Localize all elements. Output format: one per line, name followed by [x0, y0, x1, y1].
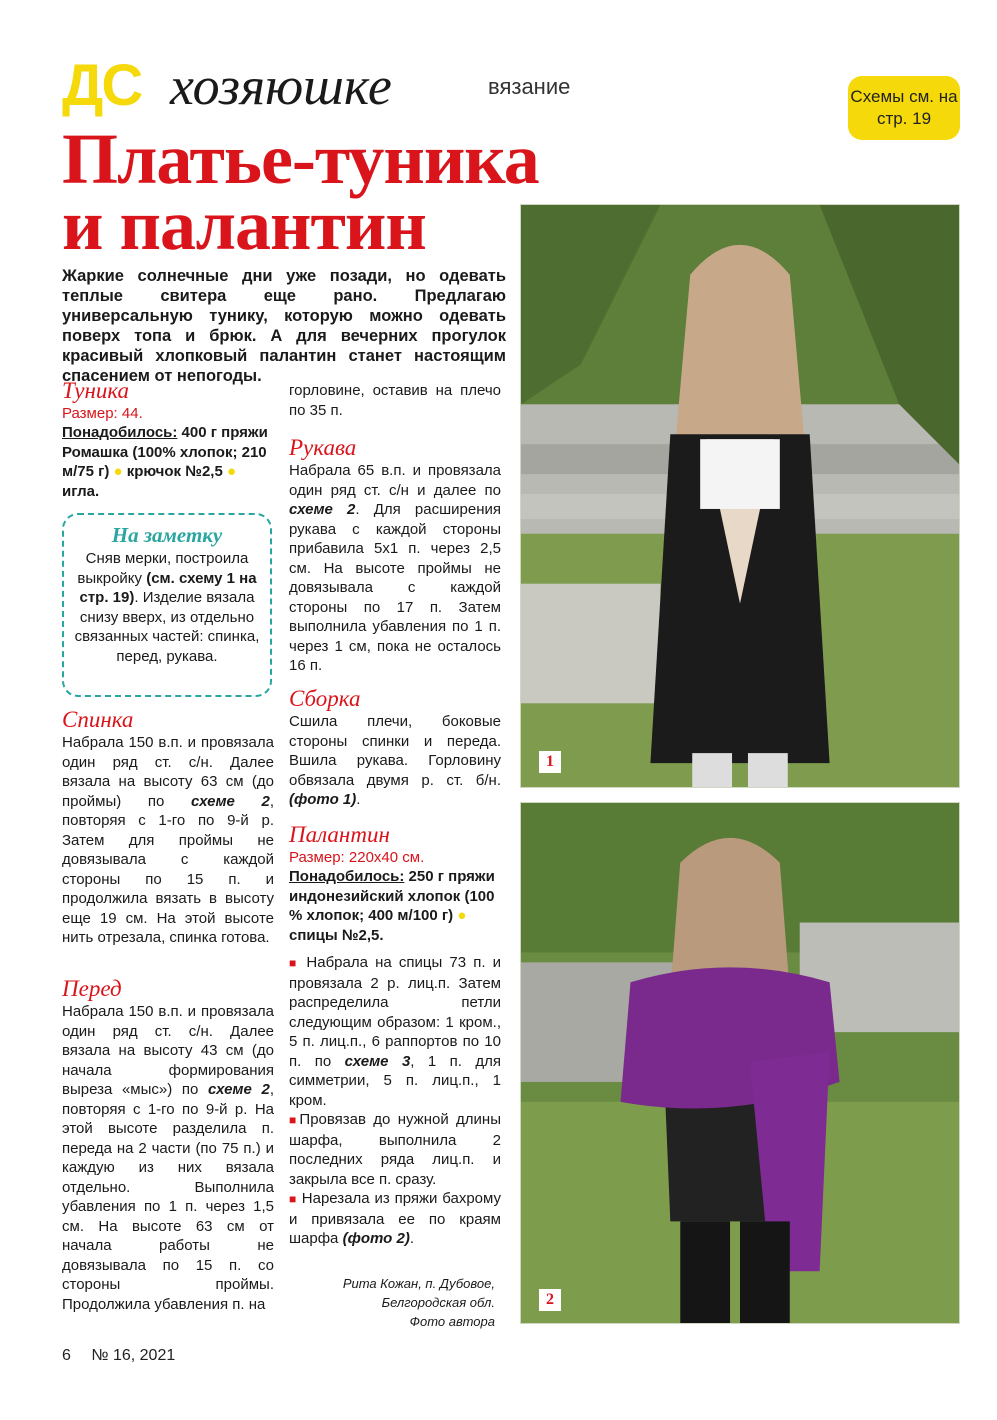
issue-number: № 16, 2021: [91, 1347, 176, 1364]
photo-stole-illustration: [521, 803, 959, 1323]
sleeves-heading: Рукава: [289, 435, 357, 460]
front-section: [62, 976, 274, 1314]
page-number: 6: [62, 1347, 71, 1364]
sleeves-scheme-ref: схеме 2: [289, 501, 356, 518]
section-title: хозяюшке: [170, 56, 392, 116]
back-heading: Спинка: [62, 707, 134, 732]
scheme-badge: Схемы см. на стр. 19: [848, 76, 960, 140]
front-scheme-ref: схеме 2: [207, 1081, 270, 1098]
tunic-tool-1: крючок №2,5: [126, 463, 223, 480]
stole-heading: Палантин: [289, 822, 390, 847]
bullet-icon: ●: [457, 907, 467, 924]
page-folio: [62, 1346, 175, 1366]
bullet-icon: ●: [226, 463, 237, 480]
stole-step-3: ■ Нарезала из пряжи бахрому и привязала ее по краям шарфа (фото 2).: [289, 1190, 501, 1247]
stole-needed-label: Понадобилось:: [289, 868, 405, 885]
assembly-photo-ref: (фото 1): [289, 791, 357, 808]
stole-tool-1: спицы №2,5.: [289, 926, 384, 944]
back-text: Набрала 150 в.п. и провязала один ряд ст. с/н. Далее вязала на высоту 63 см (до проймы) по схеме 2, повторяя с 1-го по 9-й р. Затем для проймы не довязывала с каждой стороны по 15 п. и продолжила вязать в высоту еще 19 см. На этой высоте нить отрезала, спинка готова.: [62, 734, 275, 946]
stole-needed-text: 250 г пряжи индонезийский хлопок (100 % хлопок; 400 м/100 г): [289, 868, 495, 924]
stole-photo-ref: (фото 2): [342, 1230, 410, 1247]
stole-step-2: ■Провязав до нужной длины шарфа, выполнила 2 последних ряда лиц.п. и закрыла все п. сразу.: [289, 1111, 501, 1188]
front-continued: горловине, оставив на плечо по 35 п.: [289, 382, 501, 419]
tunic-needed-label: Понадобилось:: [62, 424, 178, 441]
sleeves-text: Набрала 65 в.п. и провязала один ряд ст. с/н и далее по схеме 2. Для расширения рукава с каждой стороны прибавила 5х1 п. через 2,5 см. На высоте проймы не довязывала с каждой стороны по 17 п. Затем выполнила убавления по 1 п. через 1 см, пока не осталось 16 п.: [289, 462, 501, 674]
photo-tunic: [520, 204, 960, 788]
photo-tunic-illustration: [521, 205, 959, 787]
front-heading: Перед: [62, 976, 122, 1001]
bullet-icon: ●: [113, 463, 123, 480]
sleeves-section: [289, 435, 501, 676]
tunic-materials: [62, 423, 274, 501]
note-title: На заметку: [111, 523, 223, 547]
title-line-2: и палантин: [62, 185, 426, 265]
category-label: вязание: [488, 74, 571, 99]
credits-region: Белгородская обл.: [381, 1295, 495, 1310]
square-bullet-icon: ■: [289, 956, 300, 970]
front-text: Набрала 150 в.п. и провязала один ряд ст. с/н. Далее вязала на высоту 43 см (до начала формирования выреза «мыс») по схеме 2, повторяя с 1-го по 9-й р. На этой высоте разделила п. переда на 2 части (по 75 п.) и каждую из них вязала отдельно. Выполнила убавления по 1 п. через 1,5 см. На высоте 63 см от начала работы не довязывала по 15 п. со стороны проймы. Продолжила убавления п. на: [62, 1003, 275, 1313]
stole-size: Размер: 220х40 см.: [289, 849, 425, 866]
back-section: [62, 707, 274, 948]
assembly-text: Сшила плечи, боковые стороны спинки и переда. Вшила рукава. Горловину обвязала двумя р. ст. б/н. (фото 1).: [289, 713, 501, 808]
magazine-logo: ДС: [62, 53, 142, 118]
stole-scheme-ref: схеме 3: [344, 1052, 411, 1070]
square-bullet-icon: ■: [289, 1192, 297, 1206]
note-text: Сняв мерки, построила выкройку (см. схему 1 на стр. 19). Изделие вязала снизу вверх, из отдельно связанных частей: спинка, перед, рукава.: [74, 550, 260, 665]
photo-stole: [520, 802, 960, 1324]
back-scheme-ref: схеме 2: [190, 792, 270, 810]
note-box: [62, 513, 272, 697]
photo-number-1: 1: [539, 751, 561, 773]
tunic-section: [62, 378, 274, 501]
title-line-1: Платье-туника: [62, 119, 539, 199]
credits-author: Рита Кожан, п. Дубовое,: [342, 1276, 495, 1291]
stole-step-1: ■ Набрала на спицы 73 п. и провязала 2 р. лиц.п. Затем распределила петли следующим образом: 1 кром., 5 п. лиц.п., 6 раппортов по 10 п. по схеме 3, 1 п. для симметрии, 5 п. лиц.п., 1 кром.: [289, 954, 502, 1109]
assembly-section: [289, 686, 501, 810]
tunic-heading: Туника: [62, 378, 130, 403]
note-scheme-ref: (см. схему 1 на стр. 19): [79, 569, 257, 606]
photo-number-2: 2: [539, 1289, 561, 1311]
tunic-size: Размер: 44.: [62, 405, 143, 422]
credits-photo: Фото автора: [409, 1314, 495, 1329]
stole-section: [289, 822, 501, 1249]
credits: [289, 1274, 495, 1331]
assembly-heading: Сборка: [289, 686, 361, 711]
square-bullet-icon: ■: [289, 1113, 300, 1127]
tunic-needed-text: 400 г пряжи Ромашка (100% хлопок; 210 м/75 г): [62, 424, 268, 480]
stole-materials: [289, 867, 501, 945]
tunic-tool-2: игла.: [62, 482, 100, 500]
lead-paragraph: Жаркие солнечные дни уже позади, но одевать теплые свитера еще рано. Предлагаю универсальную тунику, которую можно одевать поверх топа и брюк. А для вечерних прогулок красивый хлопковый палантин станет настоящим спасением от непогоды.: [62, 267, 506, 385]
